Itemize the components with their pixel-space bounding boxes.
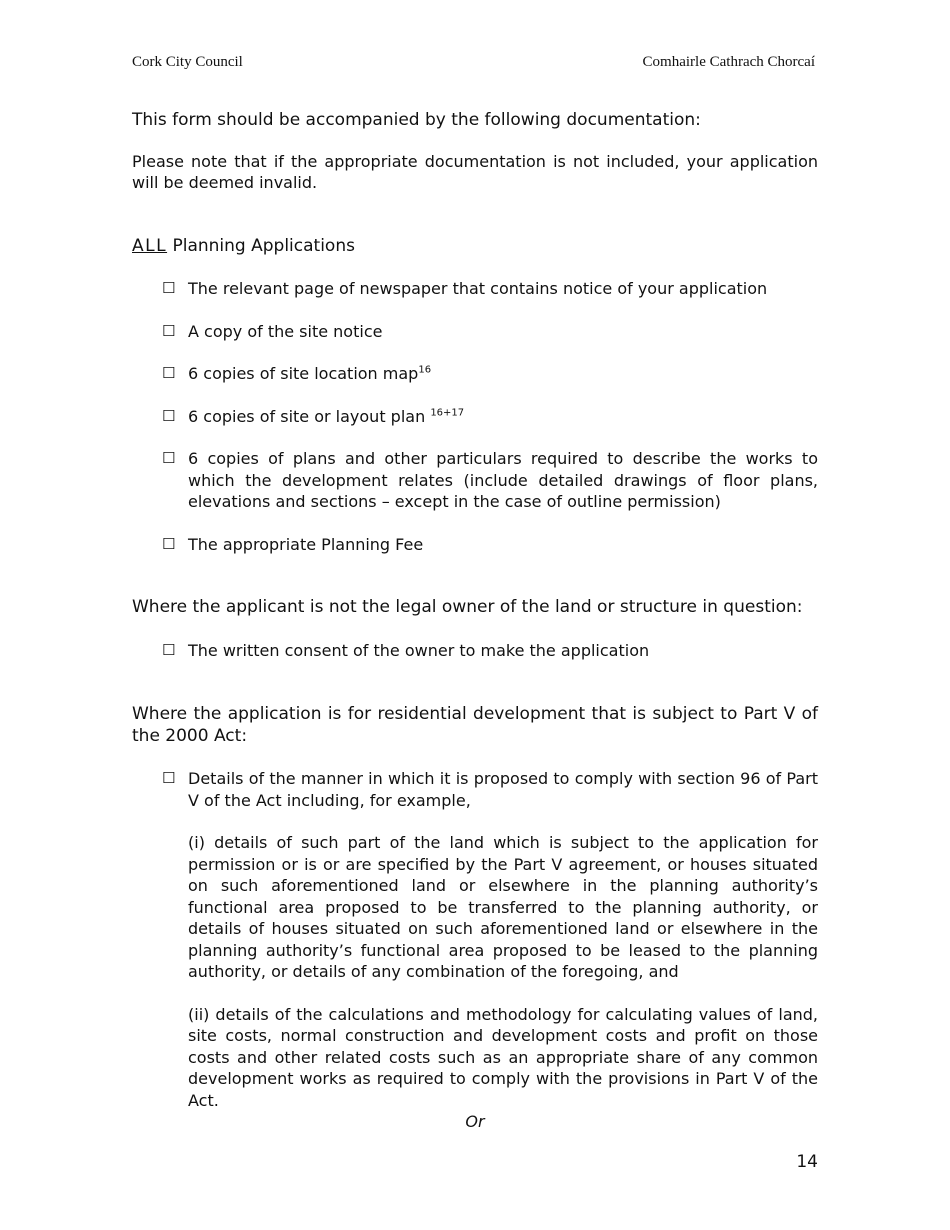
checkbox-icon[interactable]: ☐ — [162, 321, 176, 340]
header-left: Cork City Council — [132, 54, 243, 70]
checklist-item-text: The appropriate Planning Fee — [188, 534, 424, 554]
checkbox-icon[interactable]: ☐ — [162, 769, 176, 787]
page-number: 14 — [796, 1152, 818, 1172]
checklist-item-text: The relevant page of newspaper that contains notice of your application — [188, 279, 768, 298]
footnote-ref: 16 — [418, 364, 432, 376]
header-right: Comhairle Cathrach Chorcaí — [642, 54, 815, 70]
checkbox-icon[interactable]: ☐ — [162, 640, 176, 659]
checklist-item[interactable] — [132, 406, 818, 428]
checklist-item-text: 6 copies of site or layout plan — [188, 406, 431, 426]
checklist-item[interactable] — [132, 534, 818, 556]
sub-item-ii: (ii) details of the calculations and methodology for calculating values of land, site costs, normal construction and development costs and profit on those costs and other related costs such as an appropriate share of any common development works as required to comply with the provisions in Part V of the Act. — [188, 1004, 818, 1110]
checkbox-icon[interactable]: ☐ — [162, 364, 176, 382]
or-separator: Or — [465, 1112, 485, 1131]
section-all-title — [132, 236, 818, 258]
checklist-item-text: Details of the manner in which it is proposed to comply with section 96 of Part V of the Act including, for example, — [188, 769, 818, 810]
checklist-item-text: A copy of the site notice — [188, 321, 383, 341]
checklist-item[interactable] — [132, 768, 818, 811]
checklist-item[interactable] — [132, 363, 818, 385]
sub-item-i: (i) details of such part of the land which is subject to the application for permission or is or are specified by the Part V agreement, or houses situated on such aforementioned land or elsewhere in the planning authority’s functional area proposed to be transferred to the planning authority, or details of houses situated on such aforementioned land or elsewhere in the planning authority’s functional area proposed to be leased to the planning authority, or details of any combination of the foregoing, and — [188, 833, 818, 981]
checkbox-icon[interactable]: ☐ — [162, 406, 176, 425]
section-all-title-emph: ALL — [132, 235, 168, 256]
checklist-item-text: The written consent of the owner to make the application — [188, 640, 650, 660]
footnote-ref: 16+17 — [430, 407, 465, 419]
checklist-item[interactable] — [132, 321, 818, 343]
section-owner-title: Where the applicant is not the legal owner of the land or structure in question: — [132, 597, 803, 617]
section-all-title-rest: Planning Applications — [167, 235, 355, 256]
checklist-item-text: 6 copies of site location map — [188, 364, 419, 383]
checkbox-icon[interactable]: ☐ — [162, 449, 176, 467]
checkbox-icon[interactable]: ☐ — [162, 534, 176, 553]
checklist-item[interactable] — [132, 278, 818, 300]
checklist-item[interactable] — [132, 448, 818, 513]
checklist-item-text: 6 copies of plans and other particulars required to describe the works to which the development relates (include detailed drawings of floor plans, elevations and sections – except in the case of outline permission) — [188, 449, 818, 511]
section-part5-title: Where the application is for residential development that is subject to Part V of the 2000 Act: — [132, 704, 818, 746]
checkbox-icon[interactable]: ☐ — [162, 279, 176, 297]
intro-note: Please note that if the appropriate documentation is not included, your application will be deemed invalid. — [132, 151, 818, 192]
checklist-item[interactable] — [132, 640, 818, 662]
intro-lead: This form should be accompanied by the following documentation: — [132, 110, 701, 130]
document-body — [132, 110, 818, 1133]
